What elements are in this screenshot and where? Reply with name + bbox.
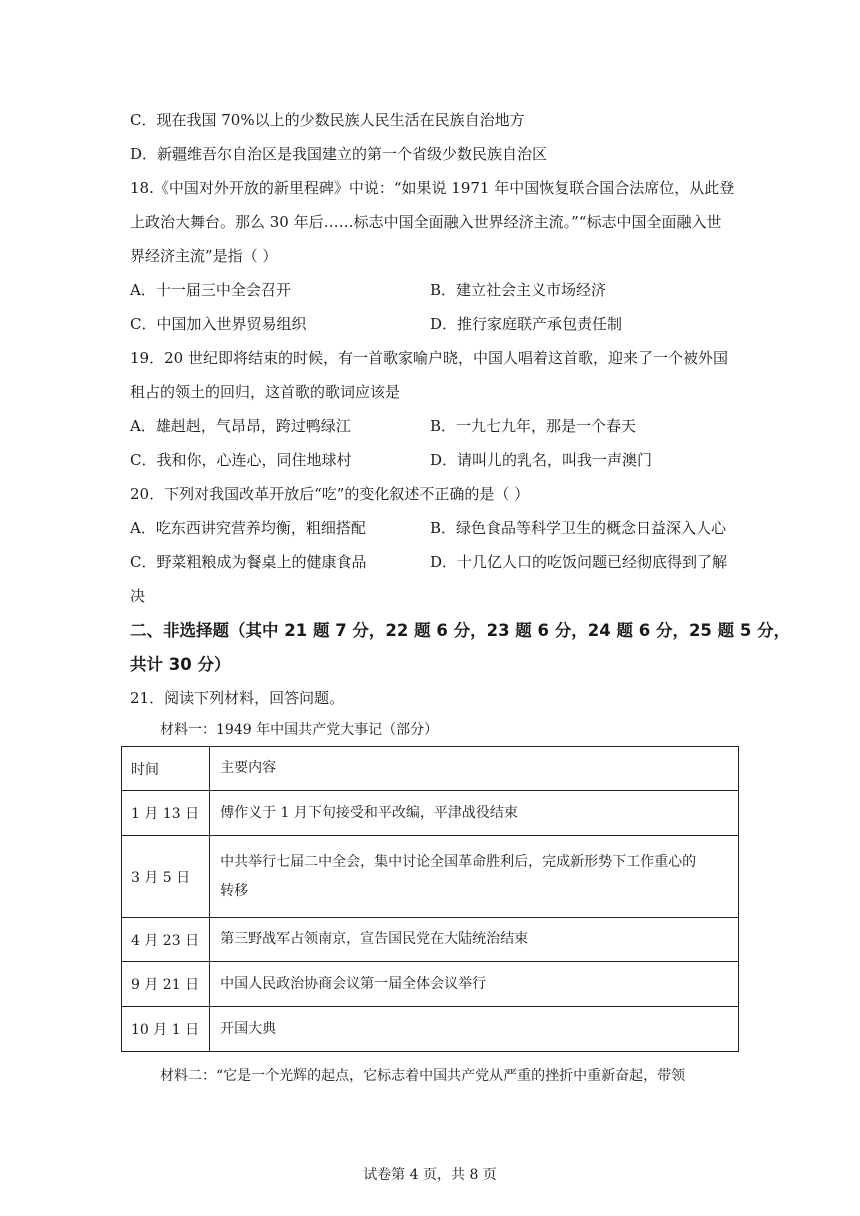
q19-option-a: A．雄赳赳，气昂昂，跨过鸭绿江 <box>130 417 351 435</box>
table-row <box>122 836 739 918</box>
page-footer: 试卷第 4 页，共 8 页 <box>363 1167 497 1183</box>
table-cell-date: 10 月 1 日 <box>122 1007 210 1052</box>
q17-option-d: D．新疆维吾尔自治区是我国建立的第一个省级少数民族自治区 <box>130 145 548 163</box>
material-1-caption: 材料一：1949 年中国共产党大事记（部分） <box>160 722 439 738</box>
events-table <box>121 746 739 1052</box>
table-cell-content-line: 中共举行七届二中全会，集中讨论全国革命胜利后，完成新形势下工作重心的 <box>220 853 697 870</box>
table-row <box>122 918 739 962</box>
table-row <box>122 962 739 1007</box>
table-cell-date: 3 月 5 日 <box>122 836 210 918</box>
q20-option-d-wrap: 决 <box>130 587 146 605</box>
q18-option-a: A．十一届三中全会召开 <box>130 281 291 299</box>
table-row <box>122 1007 739 1052</box>
q20-option-c: C．野菜粗粮成为餐桌上的健康食品 <box>130 553 367 571</box>
q17-option-c: C．现在我国 70%以上的少数民族人民生活在民族自治地方 <box>130 111 525 129</box>
q19-stem-line-2: 租占的领土的回归，这首歌的歌词应该是 <box>130 383 401 401</box>
table-cell-content-line: 转移 <box>220 882 249 899</box>
q18-option-b: B．建立社会主义市场经济 <box>430 281 607 299</box>
table-cell-content: 开国大典 <box>210 1007 739 1052</box>
q19-stem-line-1: 19．20 世纪即将结束的时候，有一首歌家喻户晓，中国人唱着这首歌，迎来了一个被外国 <box>130 349 728 367</box>
q20-option-d: D．十几亿人口的吃饭问题已经彻底得到了解 <box>430 553 728 571</box>
q18-option-c: C．中国加入世界贸易组织 <box>130 315 307 333</box>
table-cell-content: 傅作义于 1 月下旬接受和平改编，平津战役结束 <box>210 791 739 836</box>
q18-stem-line-3: 界经济主流”是指（ ） <box>130 247 278 265</box>
q21-stem: 21．阅读下列材料，回答问题。 <box>130 689 345 707</box>
material-2-start: 材料二：“它是一个光辉的起点，它标志着中国共产党从严重的挫折中重新奋起，带领 <box>160 1068 686 1084</box>
section-2-title-line-1: 二、非选择题（其中 21 题 7 分，22 题 6 分，23 题 6 分，24 题 6 分，25 题 5 分， <box>130 621 791 640</box>
q18-stem-line-2: 上政治大舞台。那么 30 年后……标志中国全面融入世界经济主流。”“标志中国全面融入世 <box>130 213 722 231</box>
table-cell-date: 9 月 21 日 <box>122 962 210 1007</box>
q20-option-b: B．绿色食品等科学卫生的概念日益深入人心 <box>430 519 727 537</box>
q18-stem-line-1: 18.《中国对外开放的新里程碑》中说：“如果说 1971 年中国恢复联合国合法席位，从此登 <box>130 179 735 197</box>
table-row <box>122 791 739 836</box>
q20-option-a: A．吃东西讲究营养均衡，粗细搭配 <box>130 519 366 537</box>
table-cell-date: 1 月 13 日 <box>122 791 210 836</box>
table-header-content: 主要内容 <box>210 747 739 791</box>
section-2-title-line-2: 共计 30 分） <box>130 655 231 674</box>
q19-option-d: D．请叫儿的乳名，叫我一声澳门 <box>430 451 653 469</box>
table-cell-content: 第三野战军占领南京，宣告国民党在大陆统治结束 <box>210 918 739 962</box>
table-cell-date: 4 月 23 日 <box>122 918 210 962</box>
table-cell-content <box>210 836 739 918</box>
table-header-time: 时间 <box>122 747 210 791</box>
q20-stem: 20．下列对我国改革开放后“吃”的变化叙述不正确的是（ ） <box>130 485 530 503</box>
table-header-row <box>122 747 739 791</box>
q19-option-b: B．一九七九年，那是一个春天 <box>430 417 637 435</box>
table-cell-content: 中国人民政治协商会议第一届全体会议举行 <box>210 962 739 1007</box>
q19-option-c: C．我和你，心连心，同住地球村 <box>130 451 352 469</box>
q18-option-d: D．推行家庭联产承包责任制 <box>430 315 623 333</box>
